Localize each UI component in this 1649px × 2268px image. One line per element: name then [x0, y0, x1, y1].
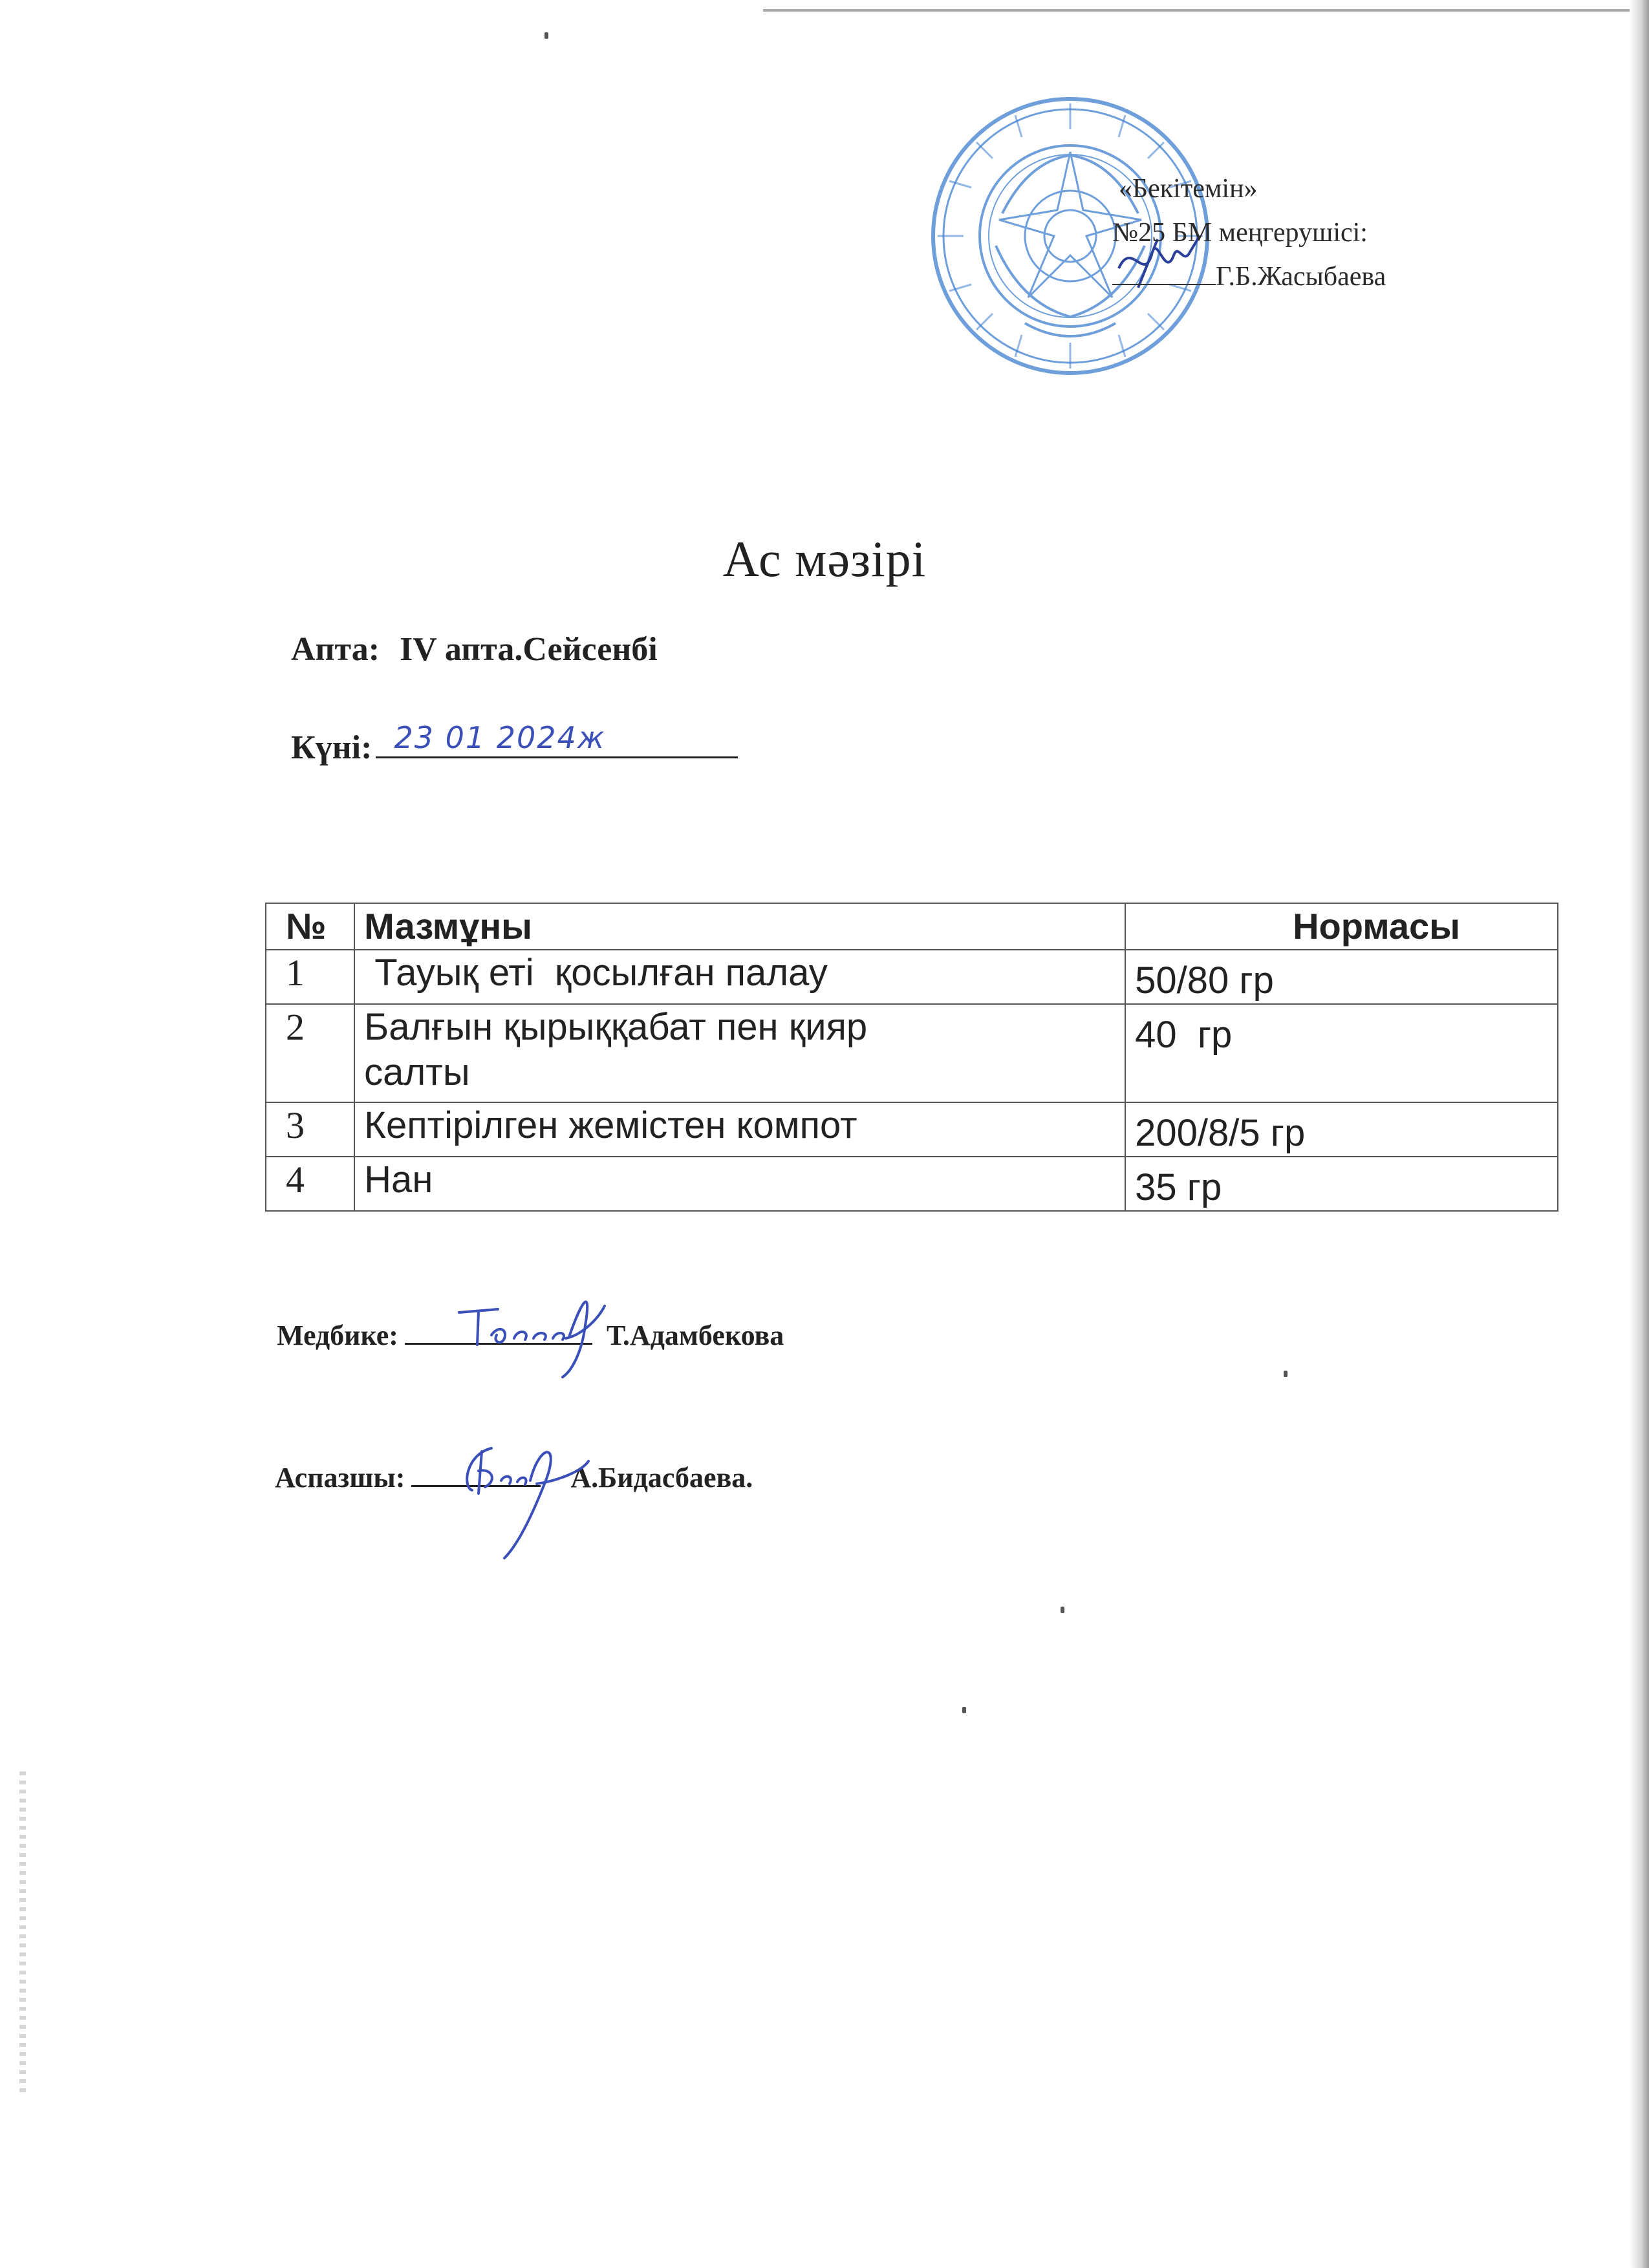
- table-row: [266, 1102, 1558, 1157]
- table-header-row: [266, 903, 1558, 950]
- header-content: Мазмұны: [354, 903, 1125, 950]
- row-number: 2: [266, 1004, 354, 1102]
- row-content: Кептірілген жемістен компот: [354, 1102, 1125, 1157]
- row-content: Нан: [354, 1157, 1125, 1211]
- table-row: [266, 950, 1558, 1004]
- table-row: [266, 1004, 1558, 1102]
- nurse-signature-row: [277, 1319, 784, 1352]
- row-content: Балғын қырыққабат пен қияр салты: [354, 1004, 1125, 1102]
- date-row: [291, 720, 738, 767]
- scan-speck: [962, 1707, 966, 1713]
- cook-name: А.Бидасбаева.: [570, 1462, 753, 1493]
- row-content: Тауық еті қосылған палау: [354, 950, 1125, 1004]
- nurse-label: Медбике:: [277, 1320, 398, 1351]
- scan-speck: [1061, 1607, 1064, 1613]
- row-norm: 50/80 гр: [1125, 950, 1558, 1004]
- cook-signature-line: [411, 1462, 541, 1487]
- row-number: 3: [266, 1102, 354, 1157]
- date-line: [376, 720, 738, 758]
- page-title: Ас мәзірі: [722, 531, 927, 587]
- approval-director-name: Г.Б.Жасыбаева: [1216, 262, 1386, 292]
- table-row: [266, 1157, 1558, 1211]
- scan-edge-right: [1630, 0, 1649, 2268]
- row-norm: 35 гр: [1125, 1157, 1558, 1211]
- cook-label: Аспазшы:: [275, 1462, 405, 1493]
- scan-edge-top: [763, 9, 1630, 12]
- cook-handwritten-signature: [453, 1435, 601, 1565]
- approval-signature-line: [1112, 261, 1216, 285]
- week-row: [291, 630, 658, 669]
- row-norm: 40 гр: [1125, 1004, 1558, 1102]
- cook-signature-row: [275, 1461, 753, 1494]
- row-norm: 200/8/5 гр: [1125, 1102, 1558, 1157]
- date-handwritten: 23 01 2024ж: [394, 720, 606, 755]
- date-label: Күні:: [291, 729, 372, 766]
- menu-table: [265, 903, 1558, 1212]
- approval-signature-row: [1112, 255, 1474, 299]
- row-number: 4: [266, 1157, 354, 1211]
- header-norm: Нормасы: [1125, 903, 1558, 950]
- approval-block: [1112, 167, 1474, 299]
- week-value: IV апта.Сейсенбі: [400, 631, 658, 668]
- approval-position: №25 БМ меңгерушісі:: [1112, 218, 1368, 248]
- scan-speck: [1284, 1371, 1288, 1377]
- scan-edge-left: [19, 1771, 26, 2095]
- header-number: №: [266, 903, 354, 950]
- nurse-signature-line: [405, 1320, 592, 1345]
- nurse-name: Т.Адамбекова: [606, 1320, 784, 1351]
- scan-speck: [544, 32, 548, 39]
- row-number: 1: [266, 950, 354, 1004]
- approval-title: «Бекітемін»: [1119, 174, 1258, 204]
- week-label: Апта:: [291, 631, 380, 668]
